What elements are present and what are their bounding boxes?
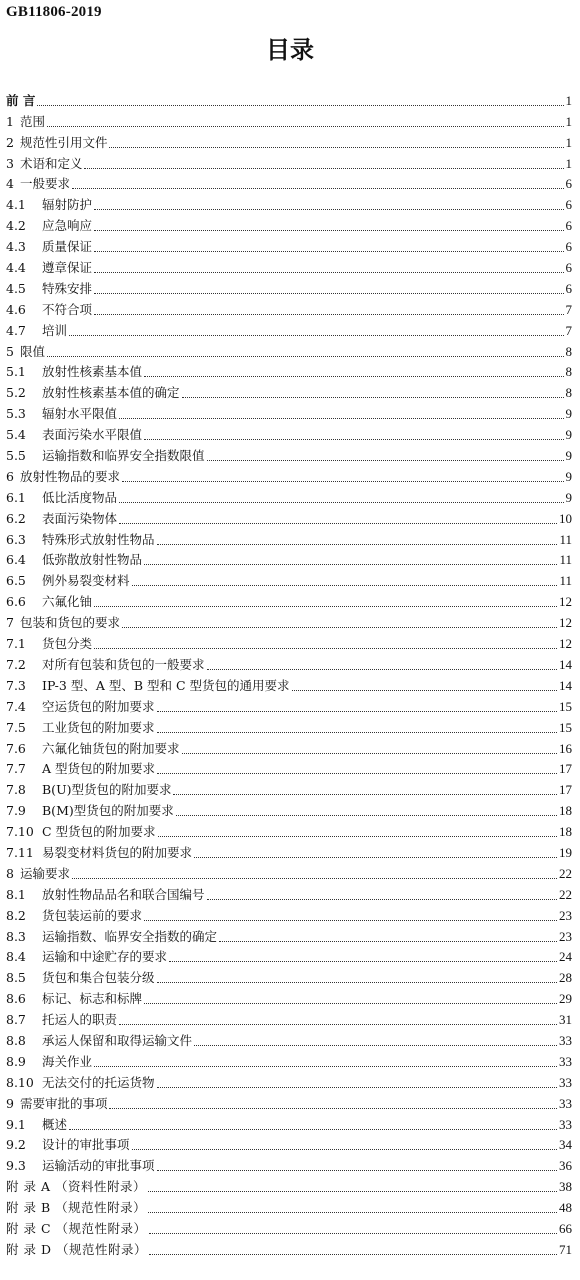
- dot-leader: [292, 690, 558, 691]
- toc-entry-label: 不符合项: [42, 301, 93, 317]
- toc-entry[interactable]: [6, 1195, 572, 1216]
- toc-entry[interactable]: [6, 673, 572, 694]
- toc-entry-label: 表面污染水平限值: [42, 427, 143, 443]
- dot-leader: [94, 606, 557, 607]
- toc-entry-number: 6.5: [6, 573, 26, 589]
- toc-entry-page: 7: [565, 301, 572, 317]
- dot-leader: [47, 356, 564, 357]
- dot-leader: [144, 920, 557, 921]
- toc-entry-label: 限值: [19, 343, 45, 359]
- toc-entry-number: 8.6: [6, 991, 26, 1007]
- toc-entry-number: 8.1: [6, 886, 26, 902]
- toc-entry-number: 7.10: [6, 824, 34, 840]
- toc-entry-page: 9: [565, 427, 572, 443]
- toc-entry[interactable]: [6, 192, 572, 213]
- toc-entry-label: 附 录 A （资料性附录）: [6, 1179, 146, 1195]
- toc-entry-label: 放射性物品品名和联合国编号: [42, 886, 205, 902]
- toc-entry-page: 6: [565, 176, 572, 192]
- toc-entry-label: 运输要求: [19, 865, 70, 881]
- toc-entry[interactable]: [6, 130, 572, 151]
- toc-entry[interactable]: [6, 568, 572, 589]
- toc-entry-label: 运输活动的审批事项: [42, 1158, 155, 1174]
- toc-entry-page: 1: [565, 92, 572, 108]
- toc-entry-page: 22: [559, 865, 572, 881]
- dot-leader: [109, 1108, 557, 1109]
- dot-leader: [157, 732, 557, 733]
- dot-leader: [119, 1024, 557, 1025]
- dot-leader: [72, 878, 557, 879]
- toc-entry[interactable]: [6, 88, 572, 109]
- toc-entry-number: 7.5: [6, 719, 26, 735]
- toc-entry[interactable]: [6, 172, 572, 193]
- toc-entry-number: 4.5: [6, 280, 26, 296]
- toc-entry[interactable]: [6, 1133, 572, 1154]
- toc-entry[interactable]: [6, 380, 572, 401]
- toc-entry-number: 9: [6, 1095, 14, 1111]
- toc-entry-label: 特殊形式放射性物品: [42, 531, 155, 547]
- toc-entry-label: B(U)型货包的附加要求: [42, 782, 172, 798]
- dot-leader: [144, 564, 557, 565]
- toc-entry-page: 8: [565, 364, 572, 380]
- dot-leader: [144, 439, 563, 440]
- toc-entry[interactable]: [6, 276, 572, 297]
- toc-entry-page: 15: [559, 698, 572, 714]
- dot-leader: [119, 502, 563, 503]
- dot-leader: [182, 753, 557, 754]
- toc-entry-page: 33: [559, 1032, 572, 1048]
- toc-entry-label: 培训: [42, 322, 68, 338]
- toc-entry-label: 承运人保留和取得运输文件: [42, 1032, 193, 1048]
- toc-entry-page: 15: [559, 719, 572, 735]
- toc-entry-page: 7: [565, 322, 572, 338]
- dot-leader: [94, 251, 563, 252]
- toc-entry[interactable]: [6, 109, 572, 130]
- toc-entry-label: 附 录 B （规范性附录）: [6, 1200, 147, 1216]
- dot-leader: [157, 982, 557, 983]
- dot-leader: [94, 230, 563, 231]
- toc-entry-number: 4.4: [6, 260, 26, 276]
- toc-entry-number: 7.6: [6, 740, 26, 756]
- toc-entry-label: 货包分类: [42, 636, 93, 652]
- dot-leader: [158, 836, 557, 837]
- toc-entry-page: 9: [565, 468, 572, 484]
- toc-entry-page: 9: [565, 489, 572, 505]
- dot-leader: [94, 1066, 557, 1067]
- toc-entry-number: 3: [6, 155, 14, 171]
- toc-entry[interactable]: [6, 610, 572, 631]
- toc-entry-number: 7.8: [6, 782, 26, 798]
- toc-entry-number: 7.9: [6, 803, 26, 819]
- toc-entry-page: 17: [559, 761, 572, 777]
- dot-leader: [132, 1149, 557, 1150]
- toc-entry-number: 4.7: [6, 322, 26, 338]
- toc-entry-page: 18: [559, 803, 572, 819]
- toc-entry-label: 六氟化铀货包的附加要求: [42, 740, 180, 756]
- toc-entry-number: 9.2: [6, 1137, 26, 1153]
- table-of-contents: [6, 88, 572, 1258]
- toc-entry[interactable]: [6, 694, 572, 715]
- toc-entry-page: 71: [559, 1241, 572, 1257]
- toc-entry-label: 运输指数、临界安全指数的确定: [42, 928, 218, 944]
- toc-entry-label: C 型货包的附加要求: [42, 824, 156, 840]
- toc-entry-page: 22: [559, 886, 572, 902]
- toc-entry-label: 易裂变材料货包的附加要求: [42, 844, 193, 860]
- toc-entry-number: 4.2: [6, 218, 26, 234]
- dot-leader: [157, 544, 558, 545]
- toc-entry-label: 包装和货包的要求: [19, 615, 120, 631]
- dot-leader: [194, 857, 557, 858]
- toc-entry-number: 5.3: [6, 406, 26, 422]
- toc-entry-label: 低弥散放射性物品: [42, 552, 143, 568]
- toc-entry[interactable]: [6, 652, 572, 673]
- toc-entry-number: 6.6: [6, 594, 26, 610]
- toc-entry-page: 66: [559, 1220, 572, 1236]
- toc-entry[interactable]: [6, 819, 572, 840]
- dot-leader: [94, 209, 563, 210]
- toc-entry-number: 5.5: [6, 448, 26, 464]
- toc-entry-number: 6.4: [6, 552, 26, 568]
- toc-entry[interactable]: [6, 631, 572, 652]
- toc-entry-label: A 型货包的附加要求: [42, 761, 156, 777]
- toc-entry-number: 6: [6, 468, 14, 484]
- dot-leader: [122, 627, 557, 628]
- toc-entry[interactable]: [6, 798, 572, 819]
- toc-entry-label: 运输指数和临界安全指数限值: [42, 448, 205, 464]
- dot-leader: [144, 1003, 557, 1004]
- toc-entry[interactable]: [6, 213, 572, 234]
- dot-leader: [144, 376, 563, 377]
- toc-entry[interactable]: [6, 401, 572, 422]
- toc-entry[interactable]: [6, 1153, 572, 1174]
- toc-entry[interactable]: [6, 360, 572, 381]
- toc-entry-label: IP-3 型、A 型、B 型和 C 型货包的通用要求: [42, 677, 290, 693]
- toc-entry-page: 16: [559, 740, 572, 756]
- toc-entry[interactable]: [6, 234, 572, 255]
- toc-entry-label: 工业货包的附加要求: [42, 719, 155, 735]
- toc-entry-page: 8: [565, 385, 572, 401]
- dot-leader: [122, 481, 564, 482]
- toc-entry-label: 辐射防护: [42, 197, 93, 213]
- toc-entry-label: 特殊安排: [42, 280, 93, 296]
- toc-entry-page: 6: [565, 197, 572, 213]
- toc-entry-label: 附 录 C （规范性附录）: [6, 1220, 147, 1236]
- dot-leader: [132, 585, 558, 586]
- toc-entry-page: 23: [559, 907, 572, 923]
- toc-entry-page: 24: [559, 949, 572, 965]
- toc-entry-number: 1: [6, 113, 14, 129]
- toc-entry-number: 7.4: [6, 698, 26, 714]
- toc-entry[interactable]: [6, 151, 572, 172]
- toc-entry-number: 7.1: [6, 636, 26, 652]
- toc-entry-label: 遵章保证: [42, 260, 93, 276]
- toc-entry-number: 8.10: [6, 1074, 34, 1090]
- toc-entry-number: 4.1: [6, 197, 26, 213]
- toc-entry-number: 4.6: [6, 301, 26, 317]
- toc-entry-label: 放射性物品的要求: [19, 468, 120, 484]
- toc-entry-page: 6: [565, 218, 572, 234]
- toc-entry-label: 六氟化铀: [42, 594, 93, 610]
- toc-entry-label: 货包和集合包装分级: [42, 970, 155, 986]
- toc-entry-page: 14: [559, 656, 572, 672]
- toc-entry-page: 33: [559, 1116, 572, 1132]
- toc-entry-label: 低比活度物品: [42, 489, 118, 505]
- toc-entry[interactable]: [6, 736, 572, 757]
- toc-entry-label: 运输和中途贮存的要求: [42, 949, 168, 965]
- toc-entry-page: 29: [559, 991, 572, 1007]
- toc-entry-number: 2: [6, 134, 14, 150]
- toc-entry[interactable]: [6, 1216, 572, 1237]
- toc-entry-number: 8.7: [6, 1012, 26, 1028]
- toc-entry-page: 34: [559, 1137, 572, 1153]
- dot-leader: [148, 1212, 557, 1213]
- toc-entry-label: 一般要求: [19, 176, 70, 192]
- toc-entry-number: 5.2: [6, 385, 26, 401]
- toc-entry-page: 38: [559, 1179, 572, 1195]
- toc-entry-page: 6: [565, 280, 572, 296]
- toc-entry[interactable]: [6, 1070, 572, 1091]
- dot-leader: [207, 669, 557, 670]
- toc-entry-page: 28: [559, 970, 572, 986]
- toc-entry-label: 货包装运前的要求: [42, 907, 143, 923]
- dot-leader: [94, 293, 563, 294]
- toc-entry-page: 6: [565, 260, 572, 276]
- toc-entry-number: 4: [6, 176, 14, 192]
- toc-entry-number: 8.5: [6, 970, 26, 986]
- toc-entry[interactable]: [6, 1237, 572, 1258]
- toc-entry-label: 应急响应: [42, 218, 93, 234]
- toc-entry-page: 9: [565, 406, 572, 422]
- toc-entry[interactable]: [6, 548, 572, 569]
- toc-entry[interactable]: [6, 903, 572, 924]
- dot-leader: [194, 1045, 557, 1046]
- toc-entry-label: 对所有包装和货包的一般要求: [42, 656, 205, 672]
- toc-entry[interactable]: [6, 986, 572, 1007]
- toc-entry[interactable]: [6, 715, 572, 736]
- dot-leader: [173, 794, 557, 795]
- toc-entry-label: 设计的审批事项: [42, 1137, 130, 1153]
- toc-entry[interactable]: [6, 506, 572, 527]
- toc-entry-page: 1: [565, 113, 572, 129]
- toc-entry-number: 8.4: [6, 949, 26, 965]
- dot-leader: [176, 815, 557, 816]
- toc-entry-page: 33: [559, 1095, 572, 1111]
- toc-entry-number: 4.3: [6, 239, 26, 255]
- toc-entry-label: 辐射水平限值: [42, 406, 118, 422]
- dot-leader: [94, 314, 563, 315]
- toc-entry-label: 附 录 D （规范性附录）: [6, 1241, 147, 1257]
- dot-leader: [157, 1170, 557, 1171]
- toc-entry-page: 36: [559, 1158, 572, 1174]
- toc-entry-page: 18: [559, 824, 572, 840]
- toc-entry-label: 例外易裂变材料: [42, 573, 130, 589]
- toc-entry-page: 12: [559, 636, 572, 652]
- toc-entry[interactable]: [6, 861, 572, 882]
- dot-leader: [109, 147, 563, 148]
- dot-leader: [119, 418, 563, 419]
- toc-entry-page: 10: [559, 510, 572, 526]
- toc-entry-label: B(M)型货包的附加要求: [42, 803, 174, 819]
- toc-entry[interactable]: [6, 589, 572, 610]
- dot-leader: [182, 397, 564, 398]
- toc-entry-label: 托运人的职责: [42, 1012, 118, 1028]
- toc-entry[interactable]: [6, 527, 572, 548]
- toc-entry-page: 19: [559, 844, 572, 860]
- toc-entry[interactable]: [6, 485, 572, 506]
- toc-entry-page: 11: [559, 573, 572, 589]
- toc-entry[interactable]: [6, 1049, 572, 1070]
- dot-leader: [47, 126, 564, 127]
- toc-entry-page: 23: [559, 928, 572, 944]
- toc-entry-page: 1: [565, 155, 572, 171]
- toc-entry-number: 9.3: [6, 1158, 26, 1174]
- toc-entry-label: 质量保证: [42, 239, 93, 255]
- toc-entry-page: 1: [565, 134, 572, 150]
- toc-entry-number: 7.11: [6, 844, 34, 860]
- toc-entry-number: 6.1: [6, 489, 26, 505]
- dot-leader: [149, 1254, 557, 1255]
- page-title: 目录: [266, 36, 314, 64]
- toc-entry[interactable]: [6, 318, 572, 339]
- toc-entry-page: 14: [559, 677, 572, 693]
- dot-leader: [219, 941, 557, 942]
- toc-entry-page: 48: [559, 1200, 572, 1216]
- toc-entry[interactable]: [6, 777, 572, 798]
- dot-leader: [69, 1129, 557, 1130]
- toc-entry-number: 7: [6, 615, 14, 631]
- toc-entry[interactable]: [6, 882, 572, 903]
- toc-entry-label: 放射性核素基本值: [42, 364, 143, 380]
- toc-entry-number: 8.9: [6, 1053, 26, 1069]
- toc-entry-label: 范围: [19, 113, 45, 129]
- toc-entry-page: 11: [559, 552, 572, 568]
- dot-leader: [169, 961, 557, 962]
- dot-leader: [157, 773, 557, 774]
- toc-entry[interactable]: [6, 757, 572, 778]
- toc-entry-label: 无法交付的托运货物: [42, 1074, 155, 1090]
- toc-entry-label: 前 言: [6, 92, 36, 108]
- toc-entry[interactable]: [6, 255, 572, 276]
- toc-entry[interactable]: [6, 1091, 572, 1112]
- toc-entry-label: 规范性引用文件: [19, 134, 108, 150]
- toc-entry-page: 33: [559, 1053, 572, 1069]
- toc-entry-label: 放射性核素基本值的确定: [42, 385, 180, 401]
- toc-entry-number: 7.7: [6, 761, 26, 777]
- toc-entry-label: 术语和定义: [19, 155, 83, 171]
- toc-entry-page: 6: [565, 239, 572, 255]
- dot-leader: [148, 1191, 557, 1192]
- toc-entry[interactable]: [6, 924, 572, 945]
- dot-leader: [119, 523, 557, 524]
- toc-entry-page: 9: [565, 448, 572, 464]
- toc-entry-page: 12: [559, 594, 572, 610]
- toc-entry-number: 8.3: [6, 928, 26, 944]
- toc-entry-page: 17: [559, 782, 572, 798]
- toc-entry-label: 需要审批的事项: [19, 1095, 108, 1111]
- toc-entry-label: 标记、标志和标牌: [42, 991, 143, 1007]
- toc-entry-page: 33: [559, 1074, 572, 1090]
- toc-entry-page: 31: [559, 1012, 572, 1028]
- toc-entry-page: 12: [559, 615, 572, 631]
- dot-leader: [37, 105, 563, 106]
- toc-entry[interactable]: [6, 1028, 572, 1049]
- toc-entry-label: 空运货包的附加要求: [42, 698, 155, 714]
- toc-entry-number: 6.2: [6, 510, 26, 526]
- dot-leader: [94, 272, 563, 273]
- dot-leader: [94, 648, 557, 649]
- standard-code: GB11806-2019: [6, 4, 102, 20]
- toc-entry[interactable]: [6, 1112, 572, 1133]
- dot-leader: [207, 899, 557, 900]
- toc-entry-number: 8: [6, 865, 14, 881]
- dot-leader: [157, 1087, 557, 1088]
- toc-entry-number: 9.1: [6, 1116, 26, 1132]
- toc-entry[interactable]: [6, 840, 572, 861]
- dot-leader: [149, 1233, 558, 1234]
- toc-entry-number: 6.3: [6, 531, 26, 547]
- toc-entry-label: 概述: [42, 1116, 68, 1132]
- toc-entry-number: 5: [6, 343, 14, 359]
- dot-leader: [157, 711, 557, 712]
- toc-entry-page: 8: [565, 343, 572, 359]
- toc-entry[interactable]: [6, 443, 572, 464]
- toc-entry-number: 5.4: [6, 427, 26, 443]
- toc-entry-number: 8.2: [6, 907, 26, 923]
- toc-entry[interactable]: [6, 1174, 572, 1195]
- toc-entry-label: 海关作业: [42, 1053, 93, 1069]
- toc-entry[interactable]: [6, 965, 572, 986]
- dot-leader: [69, 335, 563, 336]
- dot-leader: [207, 460, 564, 461]
- toc-entry-label: 表面污染物体: [42, 510, 118, 526]
- toc-entry[interactable]: [6, 464, 572, 485]
- toc-entry[interactable]: [6, 422, 572, 443]
- dot-leader: [72, 188, 564, 189]
- toc-entry[interactable]: [6, 339, 572, 360]
- toc-entry[interactable]: [6, 1007, 572, 1028]
- dot-leader: [84, 168, 563, 169]
- toc-entry-number: 7.3: [6, 677, 26, 693]
- toc-entry-number: 8.8: [6, 1032, 26, 1048]
- toc-entry-number: 7.2: [6, 656, 26, 672]
- toc-entry[interactable]: [6, 945, 572, 966]
- toc-entry-page: 11: [559, 531, 572, 547]
- toc-entry[interactable]: [6, 297, 572, 318]
- toc-entry-number: 5.1: [6, 364, 26, 380]
